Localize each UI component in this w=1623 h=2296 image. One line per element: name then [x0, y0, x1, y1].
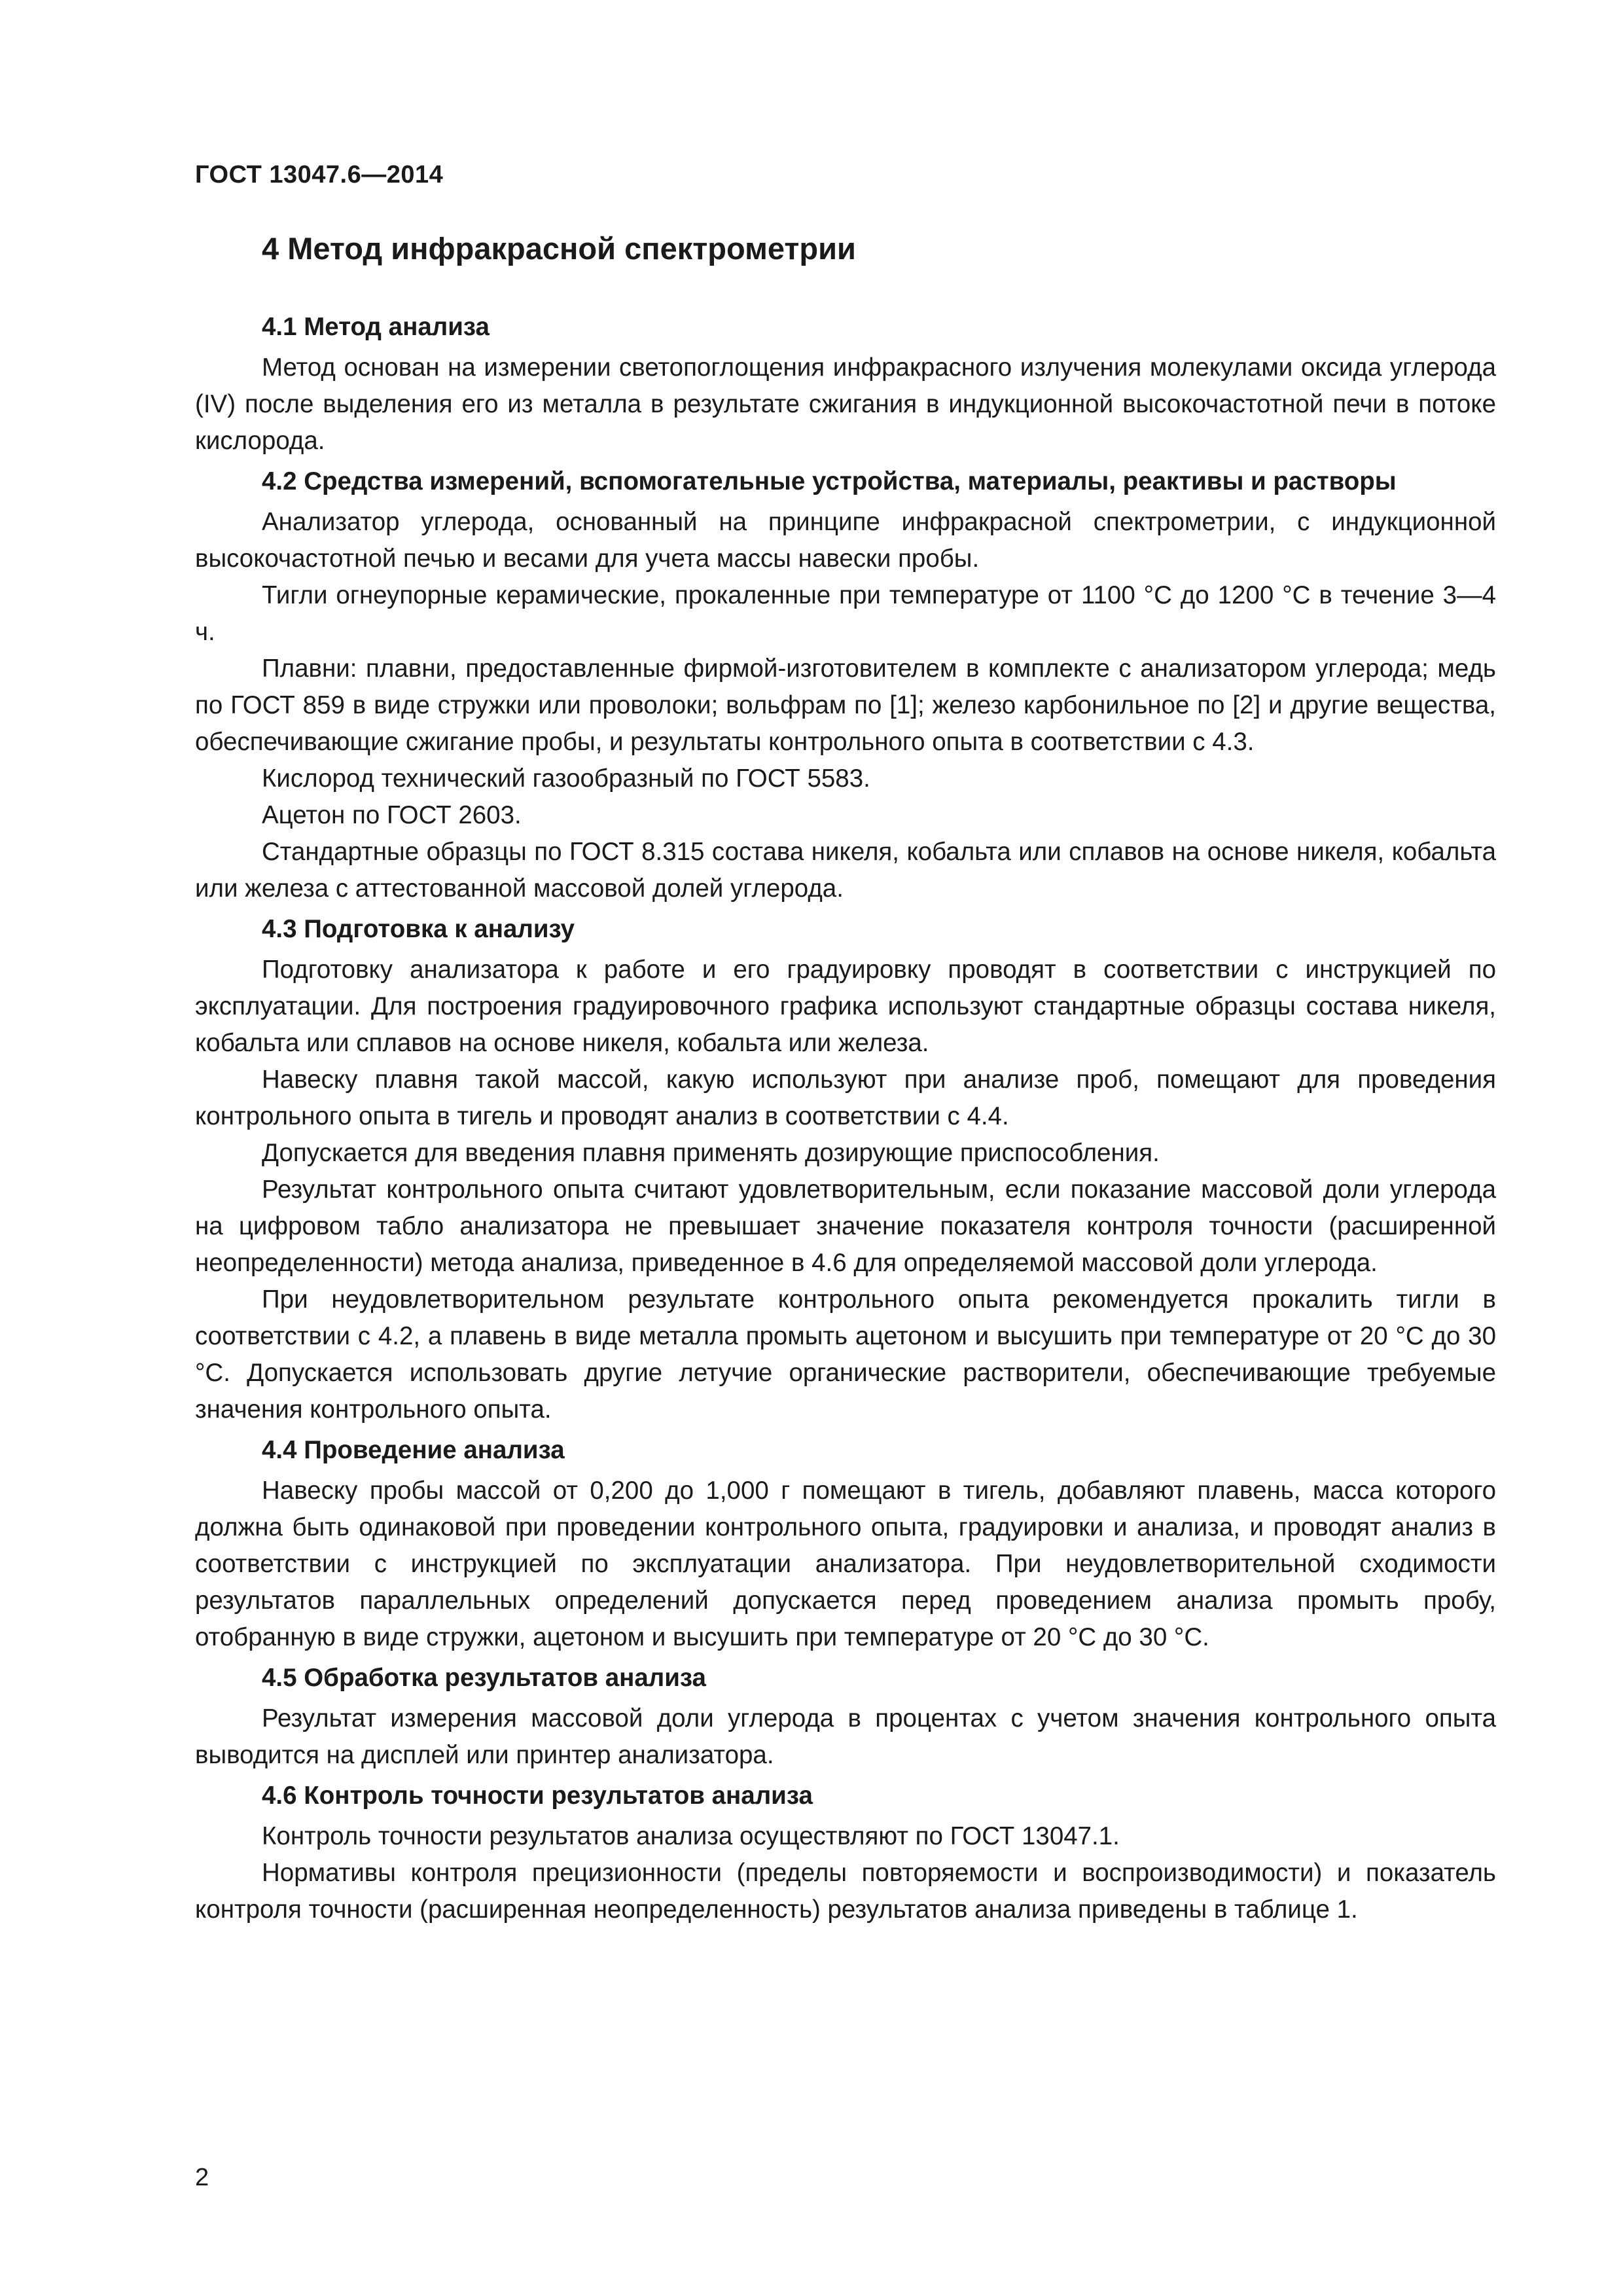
paragraph: Результат измерения массовой доли углерода в процентах с учетом значения контрольного опыта выводится на дисплей или принтер анализатора. — [195, 1704, 1496, 1769]
paragraph: Контроль точности результатов анализа осуществляют по ГОСТ 13047.1. — [262, 1822, 1120, 1850]
paragraph: Нормативы контроля прецизионности (пределы повторяемости и воспроизводимости) и показатель контроля точности (расширенная неопределенность) результатов анализа приведены в таблице 1. — [195, 1859, 1496, 1924]
page-number: 2 — [195, 2164, 209, 2191]
paragraph: Навеску плавня такой массой, какую используют при анализе проб, помещают для проведения контрольного опыта в тигель и проводят анализ в соответствии с 4.4. — [195, 1066, 1496, 1130]
paragraph: Результат контрольного опыта считают удовлетворительным, если показание массовой доли углерода на цифровом табло анализатора не превышает значение показателя контроля точности (расширенной неопределенности) метода анализа, приведенное в 4.6 для определяемой массовой доли углерода. — [195, 1175, 1496, 1277]
paragraph: Кислород технический газообразный по ГОСТ 5583. — [262, 764, 870, 793]
subsection-title: 4.5 Обработка результатов анализа — [262, 1664, 706, 1692]
paragraph: Подготовку анализатора к работе и его градуировку проводят в соответствии с инструкцией по эксплуатации. Для построения градуировочного графика используют стандартные образцы состава никеля, кобальта или сплавов на основе никеля, кобальта или железа. — [195, 956, 1496, 1057]
paragraph: Анализатор углерода, основанный на принципе инфракрасной спектрометрии, с индукционной высокочастотной печью и весами для учета массы навески пробы. — [195, 508, 1496, 573]
paragraph: Метод основан на измерении светопоглощения инфракрасного излучения молекулами оксида углерода (IV) после выделения его из металла в результате сжигания в индукционной высокочастотной печи в потоке кислорода. — [195, 353, 1496, 455]
section-title: 4 Метод инфракрасной спектрометрии — [262, 231, 856, 266]
paragraph: При неудовлетворительном результате контрольного опыта рекомендуется прокалить тигли в соответствии с 4.2, а плавень в виде металла промыть ацетоном и высушить при температуре от 20 °С до 30 °С. Допускается использовать другие летучие органические растворители, обеспечивающие требуемые значения контрольного опыта. — [195, 1285, 1496, 1424]
subsection-title: 4.3 Подготовка к анализу — [262, 915, 575, 943]
subsection-title: 4.2 Средства измерений, вспомогательные устройства, материалы, реактивы и растворы — [262, 467, 1397, 495]
subsection-title: 4.1 Метод анализа — [262, 313, 490, 341]
paragraph: Ацетон по ГОСТ 2603. — [262, 801, 522, 829]
paragraph: Допускается для введения плавня применять дозирующие приспособления. — [262, 1139, 1160, 1167]
paragraph: Стандартные образцы по ГОСТ 8.315 состава никеля, кобальта или сплавов на основе никеля, кобальта или железа с аттестованной массовой долей углерода. — [195, 838, 1496, 903]
document-header: ГОСТ 13047.6—2014 — [195, 161, 444, 188]
subsection-title: 4.4 Проведение анализа — [262, 1436, 565, 1464]
paragraph: Навеску пробы массой от 0,200 до 1,000 г помещают в тигель, добавляют плавень, масса которого должна быть одинаковой при проведении контрольного опыта, градуировки и анализа, и проводят анализ в соответствии с инструкцией по эксплуатации анализатора. При неудовлетворительной сходимости результатов параллельных определений допускается перед проведением анализа промыть пробу, отобранную в виде стружки, ацетоном и высушить при температуре от 20 °С до 30 °С. — [195, 1477, 1496, 1651]
subsection-title: 4.6 Контроль точности результатов анализа — [262, 1782, 813, 1810]
paragraph: Тигли огнеупорные керамические, прокаленные при температуре от 1100 °С до 1200 °С в течение 3—4 ч. — [195, 581, 1496, 646]
document-body — [195, 305, 1496, 1928]
paragraph: Плавни: плавни, предоставленные фирмой-изготовителем в комплекте с анализатором углерода; медь по ГОСТ 859 в виде стружки или проволоки; вольфрам по [1]; железо карбонильное по [2] и другие вещества, обеспечивающие сжигание пробы, и результаты контрольного опыта в соответствии с 4.3. — [195, 655, 1496, 756]
